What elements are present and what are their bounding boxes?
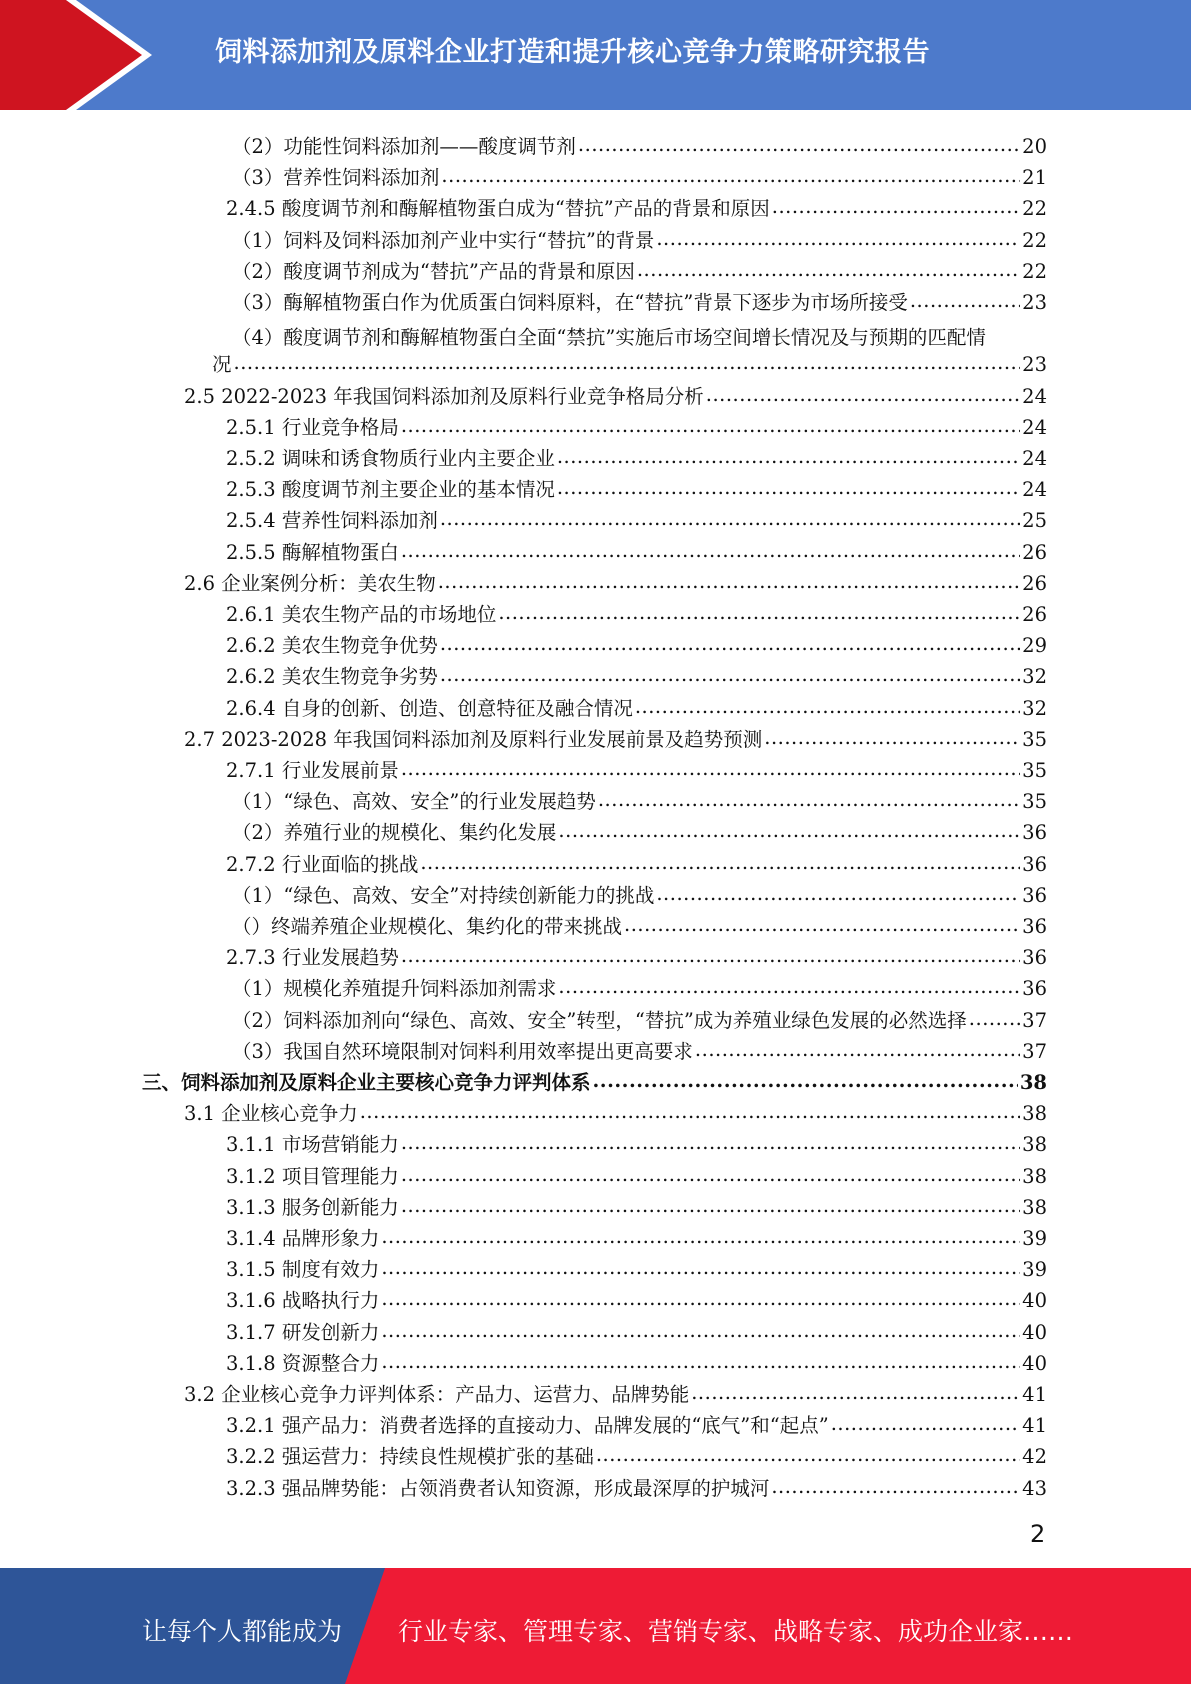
- toc-dot-leader: [764, 728, 1020, 748]
- toc-entry[interactable]: [232, 159, 1047, 190]
- toc-entry[interactable]: [232, 1033, 1047, 1064]
- toc-entry-text: （1）“绿色、高效、安全”的行业发展趋势: [232, 790, 596, 813]
- page-number: 2: [1030, 1520, 1046, 1548]
- toc-dot-leader: [772, 197, 1020, 217]
- toc-entry-text: 3.1.8 资源整合力: [226, 1352, 380, 1375]
- toc-entry[interactable]: [184, 1095, 1047, 1126]
- toc-entry-text: 2.4.5 酸度调节剂和酶解植物蛋白成为“替抗”产品的背景和原因: [226, 197, 770, 220]
- toc-entry-page: 36: [1022, 853, 1047, 876]
- toc-entry[interactable]: [226, 596, 1047, 627]
- toc-entry-page: 38: [1022, 1133, 1047, 1156]
- toc-entry[interactable]: [226, 502, 1047, 533]
- toc-entry[interactable]: [142, 1064, 1047, 1095]
- toc-entry[interactable]: [232, 222, 1047, 253]
- toc-entry[interactable]: [226, 1220, 1047, 1251]
- toc-entry[interactable]: [232, 1002, 1047, 1033]
- toc-entry[interactable]: [232, 253, 1047, 284]
- toc-dot-leader: [420, 853, 1020, 873]
- toc-entry[interactable]: [184, 565, 1047, 596]
- toc-dot-leader: [831, 1414, 1020, 1434]
- toc-entry[interactable]: [232, 877, 1047, 908]
- toc-dot-leader: [401, 541, 1020, 561]
- toc-entry-text: 3.1 企业核心竞争力: [184, 1102, 358, 1125]
- toc-entry-page: 26: [1022, 572, 1047, 595]
- toc-entry[interactable]: [226, 752, 1047, 783]
- toc-entry[interactable]: [226, 1438, 1047, 1469]
- toc-dot-leader: [598, 790, 1020, 810]
- toc-entry-text: （2）养殖行业的规模化、集约化发展: [232, 821, 557, 844]
- toc-entry[interactable]: [226, 1470, 1047, 1501]
- toc-dot-leader: [401, 1133, 1020, 1153]
- toc-entry-page: 36: [1022, 946, 1047, 969]
- toc-entry-text: （1）饲料及饲料添加剂产业中实行“替抗”的背景: [232, 229, 655, 252]
- toc-dot-leader: [578, 135, 1020, 155]
- report-title: 饲料添加剂及原料企业打造和提升核心竞争力策略研究报告: [215, 37, 930, 68]
- toc-dot-leader: [401, 1196, 1020, 1216]
- toc-entry-page: 41: [1022, 1383, 1047, 1406]
- toc-entry-text: 3.1.7 研发创新力: [226, 1321, 380, 1344]
- toc-entry-page: 39: [1022, 1258, 1047, 1281]
- toc-entry-text: 2.5.1 行业竞争格局: [226, 416, 399, 439]
- toc-entry[interactable]: [232, 970, 1047, 1001]
- toc-entry-text: （1）规模化养殖提升饲料添加剂需求: [232, 977, 557, 1000]
- toc-entry-text: 2.5.4 营养性饲料添加剂: [226, 509, 438, 532]
- toc-dot-leader: [558, 977, 1020, 997]
- toc-entry-page: 38: [1022, 1165, 1047, 1188]
- toc-entry[interactable]: [226, 1251, 1047, 1282]
- toc-entry-page: 24: [1022, 385, 1047, 408]
- toc-dot-leader: [558, 821, 1020, 841]
- toc-dot-leader: [381, 1258, 1020, 1278]
- toc-entry-text: （2）功能性饲料添加剂——酸度调节剂: [232, 135, 576, 158]
- toc-dot-leader: [401, 416, 1020, 436]
- toc-entry-page: 36: [1022, 977, 1047, 1000]
- toc-entry-page: 32: [1022, 697, 1047, 720]
- toc-entry-text: （3）酶解植物蛋白作为优质蛋白饲料原料，在“替抗”背景下逐步为市场所接受: [232, 291, 908, 314]
- toc-entry[interactable]: [232, 908, 1047, 939]
- toc-entry-page: 24: [1022, 478, 1047, 501]
- toc-entry-page: 35: [1022, 759, 1047, 782]
- toc-entry-text: 2.7.2 行业面临的挑战: [226, 853, 419, 876]
- toc-dot-leader: [624, 915, 1020, 935]
- toc-entry-page: 38: [1019, 1071, 1047, 1094]
- toc-dot-leader: [401, 759, 1020, 779]
- toc-dot-leader: [635, 697, 1020, 717]
- toc-entry-text: 2.5.2 调味和诱食物质行业内主要企业: [226, 447, 555, 470]
- toc-entry-page: 22: [1022, 260, 1047, 283]
- footer-slogan-right: 行业专家、管理专家、营销专家、战略专家、成功企业家……: [398, 1617, 1074, 1646]
- toc-entry-page: 23: [1022, 291, 1047, 314]
- toc-entry-text: 2.6.2 美农生物竞争劣势: [226, 665, 438, 688]
- toc-entry-text: （3）我国自然环境限制对饲料利用效率提出更高要求: [232, 1040, 693, 1063]
- toc-entry-text: 2.7 2023-2028 年我国饲料添加剂及原料行业发展前景及趋势预测: [184, 728, 763, 751]
- toc-dot-leader: [440, 665, 1020, 685]
- toc-entry-text: 3.1.1 市场营销能力: [226, 1133, 399, 1156]
- toc-entry-text: （3）营养性饲料添加剂: [232, 166, 440, 189]
- toc-entry-page: 38: [1022, 1196, 1047, 1219]
- toc-entry-page: 26: [1022, 603, 1047, 626]
- toc-entry[interactable]: [226, 1158, 1047, 1189]
- toc-entry-page: 38: [1022, 1102, 1047, 1125]
- toc-entry-page: 36: [1022, 884, 1047, 907]
- toc-entry[interactable]: [232, 814, 1047, 845]
- toc-dot-leader: [637, 260, 1020, 280]
- toc-dot-leader: [440, 634, 1020, 654]
- toc-entry-text: 3.2.2 强运营力：持续良性规模扩张的基础: [226, 1445, 594, 1468]
- toc-entry-text: 3.2.1 强产品力：消费者选择的直接动力、品牌发展的“底气”和“起点”: [226, 1414, 829, 1437]
- toc-entry-text: 3.1.2 项目管理能力: [226, 1165, 399, 1188]
- toc-entry[interactable]: [226, 846, 1047, 877]
- toc-entry[interactable]: [226, 1345, 1047, 1376]
- toc-dot-leader: [691, 1383, 1020, 1403]
- toc-entry[interactable]: [232, 284, 1047, 315]
- toc-entry-page: 40: [1022, 1289, 1047, 1312]
- toc-entry-text: （4）酸度调节剂和酶解植物蛋白全面“禁抗”实施后市场空间增长情况及与预期的匹配情: [232, 326, 986, 349]
- toc-entry[interactable]: [226, 1282, 1047, 1313]
- toc-dot-leader: [381, 1321, 1020, 1341]
- footer-slogan-left: 让每个人都能成为: [142, 1617, 343, 1646]
- toc-entry[interactable]: [226, 1314, 1047, 1345]
- toc-entry-page: 37: [1022, 1040, 1047, 1063]
- toc-dot-leader: [557, 478, 1020, 498]
- toc-dot-leader: [441, 166, 1020, 186]
- toc-entry-page: 43: [1022, 1477, 1047, 1500]
- toc-dot-leader: [656, 229, 1020, 249]
- toc-entry-text: 3.1.6 战略执行力: [226, 1289, 380, 1312]
- toc-entry-page: 35: [1022, 728, 1047, 751]
- toc-entry-text: 2.6 企业案例分析：美农生物: [184, 572, 436, 595]
- toc-dot-leader: [706, 385, 1020, 405]
- toc-entry-text: 2.7.3 行业发展趋势: [226, 946, 399, 969]
- toc-entry[interactable]: [226, 190, 1047, 221]
- toc-entry-page: 40: [1022, 1352, 1047, 1375]
- toc-entry-page: 23: [1022, 353, 1047, 376]
- toc-entry[interactable]: [226, 534, 1047, 565]
- toc-entry-page: 32: [1022, 665, 1047, 688]
- toc-entry[interactable]: [226, 627, 1047, 658]
- toc-entry-text: 2.6.1 美农生物产品的市场地位: [226, 603, 497, 626]
- toc-entry-text: 2.7.1 行业发展前景: [226, 759, 399, 782]
- toc-entry[interactable]: [212, 346, 1047, 377]
- toc-entry-page: 20: [1022, 135, 1047, 158]
- toc-entry-page: 22: [1022, 197, 1047, 220]
- toc-dot-leader: [234, 353, 1021, 373]
- toc-entry[interactable]: [232, 783, 1047, 814]
- toc-dot-leader: [656, 884, 1020, 904]
- toc-dot-leader: [910, 291, 1020, 311]
- toc-entry[interactable]: [232, 128, 1047, 159]
- toc-entry-page: 26: [1022, 541, 1047, 564]
- toc-dot-leader: [557, 447, 1020, 467]
- toc-entry-page: 24: [1022, 447, 1047, 470]
- toc-entry[interactable]: [226, 409, 1047, 440]
- toc-entry[interactable]: [226, 471, 1047, 502]
- toc-entry[interactable]: [226, 939, 1047, 970]
- toc-dot-leader: [498, 603, 1020, 623]
- toc-dot-leader: [381, 1227, 1020, 1247]
- toc-entry-text: 2.5 2022-2023 年我国饲料添加剂及原料行业竞争格局分析: [184, 385, 704, 408]
- toc-dot-leader: [360, 1102, 1020, 1122]
- toc-dot-leader: [381, 1352, 1020, 1372]
- toc-entry-text: 三、饲料添加剂及原料企业主要核心竞争力评判体系: [142, 1071, 591, 1094]
- toc-entry-page: 21: [1022, 166, 1047, 189]
- toc-dot-leader: [969, 1009, 1020, 1029]
- toc-dot-leader: [381, 1289, 1020, 1309]
- toc-dot-leader: [771, 1477, 1020, 1497]
- toc-entry-text: 2.6.4 自身的创新、创造、创意特征及融合情况: [226, 697, 633, 720]
- toc-dot-leader: [596, 1445, 1020, 1465]
- toc-entry-text: 2.6.2 美农生物竞争优势: [226, 634, 438, 657]
- toc-entry-page: 36: [1022, 915, 1047, 938]
- toc-entry[interactable]: [226, 1407, 1047, 1438]
- toc-entry-page: 37: [1022, 1009, 1047, 1032]
- toc-dot-leader: [593, 1071, 1018, 1091]
- toc-entry-text: 3.1.3 服务创新能力: [226, 1196, 399, 1219]
- toc-dot-leader: [401, 1165, 1020, 1185]
- toc-entry-page: 39: [1022, 1227, 1047, 1250]
- toc-entry-page: 36: [1022, 821, 1047, 844]
- toc-dot-leader: [438, 572, 1020, 592]
- toc-entry[interactable]: [226, 440, 1047, 471]
- toc-entry[interactable]: [184, 721, 1047, 752]
- toc-entry-text: 3.1.5 制度有效力: [226, 1258, 380, 1281]
- toc-entry-page: 40: [1022, 1321, 1047, 1344]
- toc-entry[interactable]: [184, 378, 1047, 409]
- toc-entry-text: （2）饲料添加剂向“绿色、高效、安全”转型，“替抗”成为养殖业绿色发展的必然选择: [232, 1009, 967, 1032]
- toc-entry-text: （）终端养殖企业规模化、集约化的带来挑战: [232, 915, 623, 938]
- toc-entry[interactable]: [226, 1126, 1047, 1157]
- toc-entry-page: 29: [1022, 634, 1047, 657]
- toc-entry-text: 况: [212, 353, 232, 376]
- toc-entry[interactable]: [226, 1189, 1047, 1220]
- toc-entry[interactable]: [184, 1376, 1047, 1407]
- toc-entry-text: （2）酸度调节剂成为“替抗”产品的背景和原因: [232, 260, 635, 283]
- toc-entry[interactable]: [226, 690, 1047, 721]
- toc-dot-leader: [440, 509, 1020, 529]
- toc-entry-page: 25: [1022, 509, 1047, 532]
- toc-entry-text: （1）“绿色、高效、安全”对持续创新能力的挑战: [232, 884, 655, 907]
- toc-entry-page: 35: [1022, 790, 1047, 813]
- toc-entry-page: 22: [1022, 229, 1047, 252]
- toc-entry-text: 2.5.5 酶解植物蛋白: [226, 541, 399, 564]
- toc-entry-text: 3.2 企业核心竞争力评判体系：产品力、运营力、品牌势能: [184, 1383, 690, 1406]
- toc-entry-page: 41: [1022, 1414, 1047, 1437]
- toc-entry-text: 2.5.3 酸度调节剂主要企业的基本情况: [226, 478, 555, 501]
- toc-dot-leader: [695, 1040, 1020, 1060]
- toc-entry-text: 3.2.3 强品牌势能：占领消费者认知资源，形成最深厚的护城河: [226, 1477, 770, 1500]
- toc-entry-page: 24: [1022, 416, 1047, 439]
- toc-entry[interactable]: [226, 658, 1047, 689]
- toc-entry-text: 3.1.4 品牌形象力: [226, 1227, 380, 1250]
- toc-entry-page: 42: [1022, 1445, 1047, 1468]
- toc-dot-leader: [401, 946, 1020, 966]
